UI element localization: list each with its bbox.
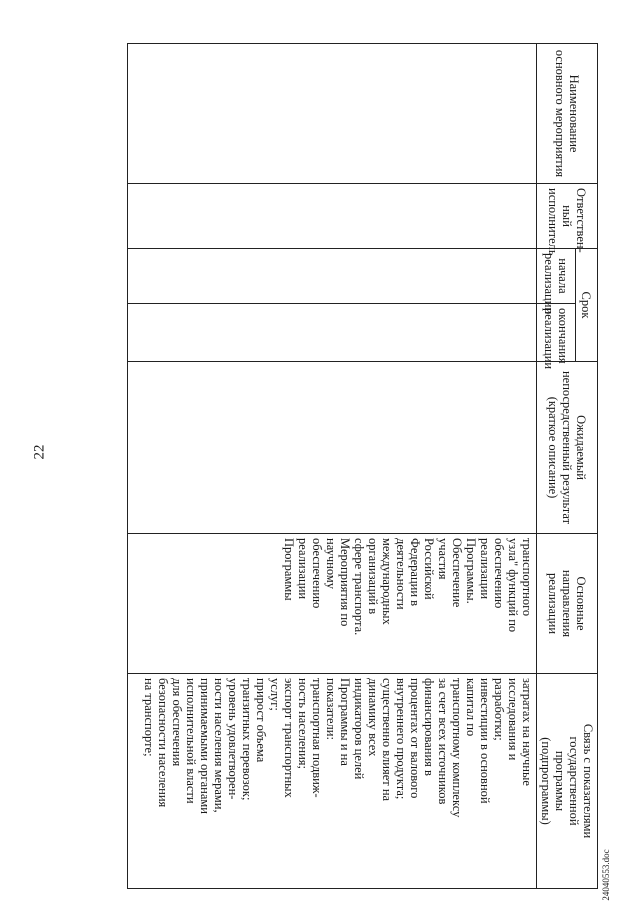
header-activity-name: Наименование основного мероприятия bbox=[537, 44, 598, 184]
cell-responsible bbox=[128, 184, 537, 249]
header-term-start: начала реализации bbox=[537, 249, 576, 304]
cell-expected-result bbox=[128, 362, 537, 534]
cell-main-directions: транспортного узла" функций по обеспечению реализации Программы. Обеспечение участия Российской Федерации в деятельности международных организаций в сфере транспорта. Мероприятия по научному обеспечению реализации Программы bbox=[128, 534, 537, 674]
header-term: Срок bbox=[575, 249, 597, 362]
page-number: 22 bbox=[31, 444, 48, 460]
header-responsible: Ответствен- ный исполнитель bbox=[537, 184, 598, 249]
header-indicator-link: Связь с показателями государственной программы (подпрограммы) bbox=[537, 674, 598, 889]
table-header-row bbox=[575, 44, 597, 889]
program-activities-table bbox=[127, 43, 598, 889]
landscape-page-content bbox=[98, 43, 598, 888]
cell-indicator-link: затратах на научные исследования и разработки; инвестиции в основной капитал по транспортному комплексу за счет всех источников финансирования в процентах от валового внутреннего продукта; существенно влияет на динамику всех индикаторов целей Программы и на показатели: транспортная подвиж- ность населения; экспорт транспортных услуг; прирост объема транзитных перевозок; уровень удовлетворен- ности населения мерами, принимаемыми органами исполнительной власти для обеспечения безопасности населения на транспорте; bbox=[128, 674, 537, 889]
header-expected-result: Ожидаемый непосредственный результат (краткое описание) bbox=[537, 362, 598, 534]
footer-filename: 24040553.doc bbox=[601, 849, 611, 901]
header-term-end: окончания реализации bbox=[537, 304, 576, 362]
header-main-directions: Основные направления реализации bbox=[537, 534, 598, 674]
cell-activity-name bbox=[128, 44, 537, 184]
cell-term-start bbox=[128, 249, 537, 304]
cell-term-end bbox=[128, 304, 537, 362]
table-row bbox=[128, 44, 537, 889]
